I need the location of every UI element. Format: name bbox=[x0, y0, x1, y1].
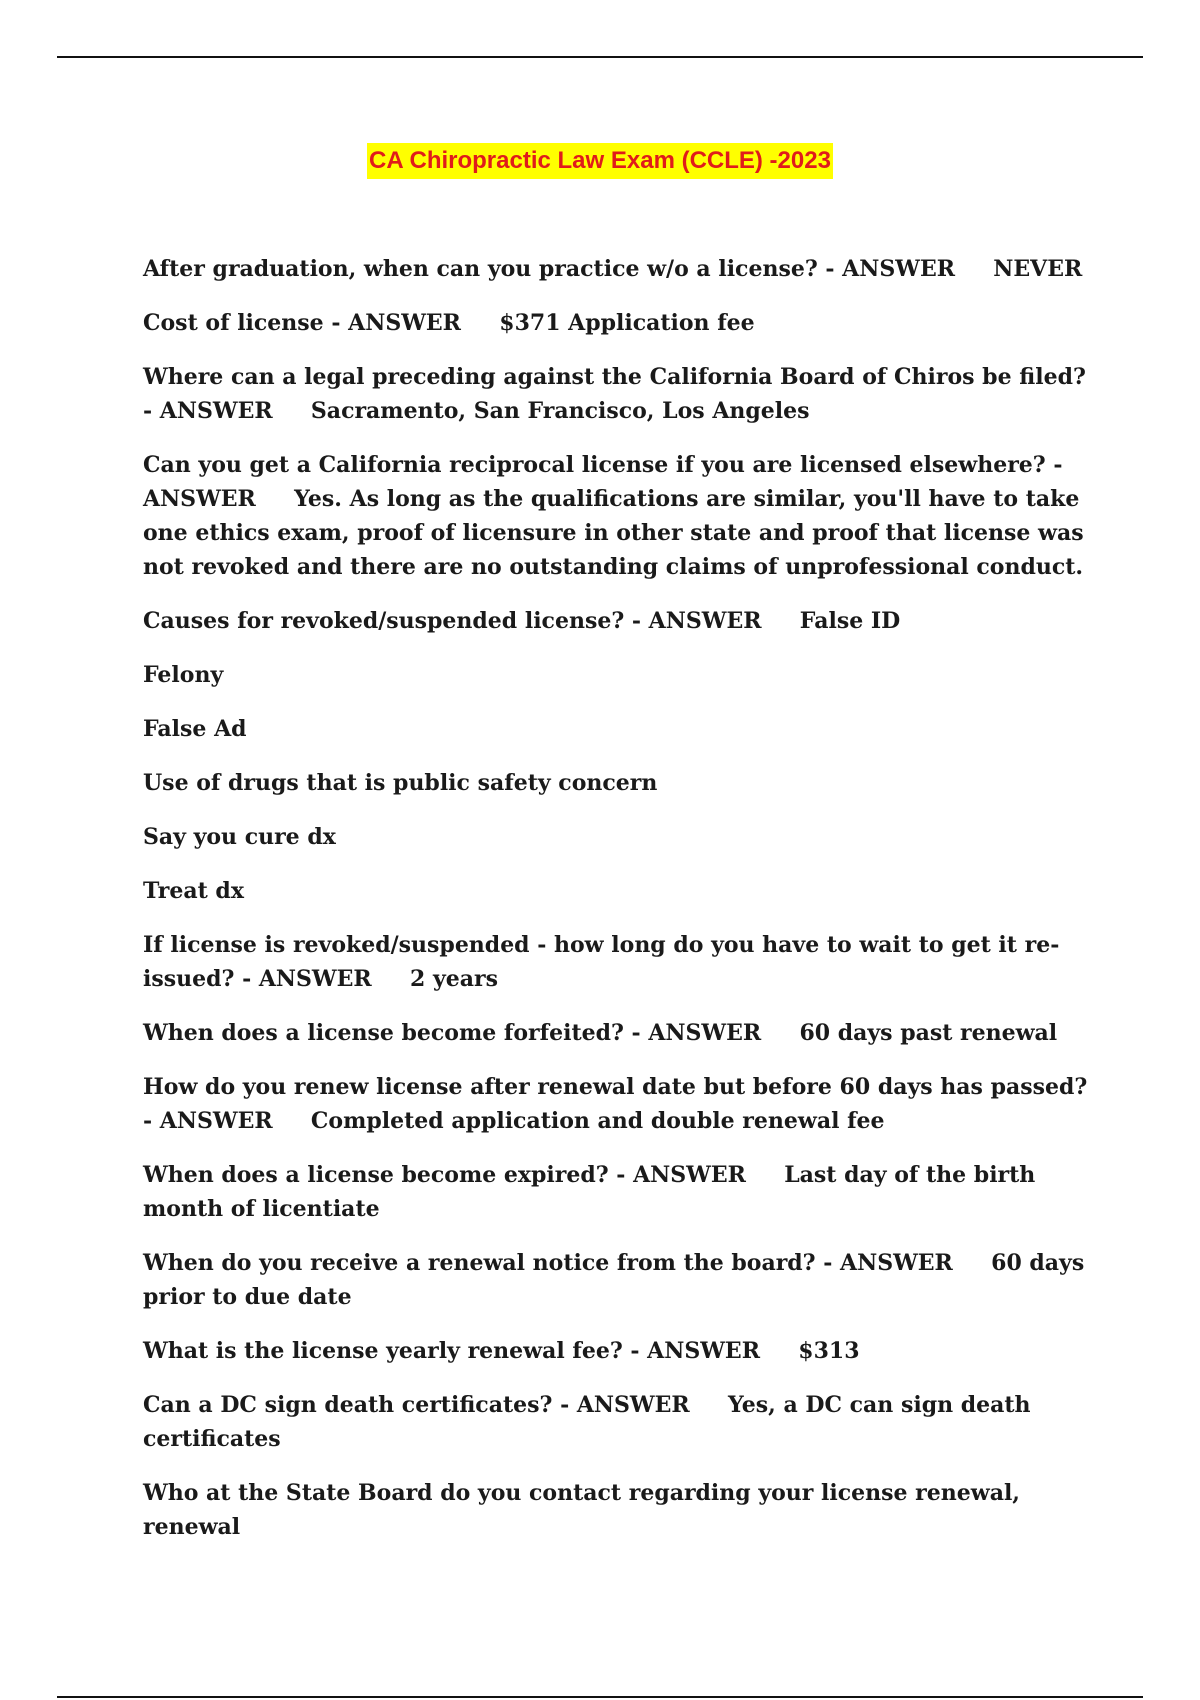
answer-label: ANSWER bbox=[647, 1338, 760, 1364]
answer-label: ANSWER bbox=[648, 1020, 762, 1046]
qa-item bbox=[143, 1476, 1093, 1544]
qa-item: Can a DC sign death certificates? - ANSWER Yes, a DC can sign death certificates bbox=[143, 1392, 1031, 1452]
answer-text: 60 days past renewal bbox=[799, 1020, 1058, 1046]
list-text: Say you cure dx bbox=[143, 824, 336, 850]
qa-item: How do you renew license after renewal date but before 60 days has passed? - ANSWER Completed application and double renewal fee bbox=[143, 1074, 1088, 1134]
qa-item: After graduation, when can you practice w/o a license? - ANSWER NEVER bbox=[143, 256, 1083, 282]
answer-text: $313 bbox=[798, 1338, 860, 1364]
question-text: Where can a legal preceding against the California Board of Chiros be filed? bbox=[143, 364, 1086, 390]
top-rule bbox=[57, 56, 1143, 58]
bottom-rule bbox=[57, 1696, 1143, 1698]
answer-label: ANSWER bbox=[348, 310, 461, 336]
answer-label: ANSWER bbox=[159, 1108, 273, 1134]
qa-item bbox=[143, 712, 1093, 746]
question-text: When does a license become forfeited? bbox=[143, 1020, 624, 1046]
qa-item bbox=[143, 766, 1093, 800]
qa-item: When do you receive a renewal notice from the board? - ANSWER 60 days prior to due date bbox=[143, 1250, 1085, 1310]
list-text: Felony bbox=[143, 662, 224, 688]
question-text: What is the license yearly renewal fee? bbox=[143, 1338, 623, 1364]
question-text: After graduation, when can you practice w/o a license? bbox=[143, 256, 818, 282]
answer-text: 60 days prior to due date bbox=[143, 1250, 1085, 1310]
list-text: Who at the State Board do you contact regarding your license renewal, renewal bbox=[143, 1480, 1020, 1540]
qa-item bbox=[143, 658, 1093, 692]
qa-item: Can you get a California reciprocal license if you are licensed elsewhere? - ANSWER Yes. As long as the qualifications are similar, you'll have to take one ethics exam, proof of licensure in other state and proof that license was not revoked and there are no outstanding claims of unprofessional conduct. bbox=[143, 452, 1084, 580]
answer-text: $371 Application fee bbox=[499, 310, 755, 336]
answer-label: ANSWER bbox=[159, 398, 273, 424]
answer-text: Yes, a DC can sign death certificates bbox=[143, 1392, 1031, 1452]
answer-text: False ID bbox=[799, 608, 901, 634]
answer-text: Completed application and double renewal fee bbox=[310, 1108, 885, 1134]
answer-text: Last day of the birth month of licentiate bbox=[143, 1162, 1036, 1222]
qa-list bbox=[143, 252, 1093, 1564]
answer-text: Yes. As long as the qualifications are similar, you'll have to take one ethics exam, proof of licensure in other state and proof that license was not revoked and there are no outstanding claims of unprofessional conduct. bbox=[143, 486, 1084, 580]
qa-item: When does a license become expired? - ANSWER Last day of the birth month of licentiate bbox=[143, 1162, 1036, 1222]
qa-item: Cost of license - ANSWER $371 Application fee bbox=[143, 310, 755, 336]
answer-label: ANSWER bbox=[143, 486, 256, 512]
answer-text: NEVER bbox=[993, 256, 1083, 282]
question-text: Can a DC sign death certificates? bbox=[143, 1392, 553, 1418]
answer-label: ANSWER bbox=[840, 1250, 953, 1276]
question-text: Can you get a California reciprocal license if you are licensed elsewhere? bbox=[143, 452, 1046, 478]
list-text: Use of drugs that is public safety concern bbox=[143, 770, 658, 796]
answer-label: ANSWER bbox=[842, 256, 955, 282]
answer-label: ANSWER bbox=[576, 1392, 690, 1418]
qa-item bbox=[143, 874, 1093, 908]
answer-label: ANSWER bbox=[258, 966, 372, 992]
answer-label: ANSWER bbox=[648, 608, 762, 634]
qa-item: Where can a legal preceding against the California Board of Chiros be filed? - ANSWER Sacramento, San Francisco, Los Angeles bbox=[143, 364, 1086, 424]
qa-item: If license is revoked/suspended - how long do you have to wait to get it re-issued? - ANSWER 2 years bbox=[143, 932, 1060, 992]
qa-item: Causes for revoked/suspended license? - ANSWER False ID bbox=[143, 608, 901, 634]
question-text: Causes for revoked/suspended license? bbox=[143, 608, 625, 634]
list-text: Treat dx bbox=[143, 878, 244, 904]
qa-item: When does a license become forfeited? - ANSWER 60 days past renewal bbox=[143, 1020, 1058, 1046]
answer-text: 2 years bbox=[409, 966, 498, 992]
document-title: CA Chiropractic Law Exam (CCLE) -2023 bbox=[367, 143, 833, 179]
answer-label: ANSWER bbox=[633, 1162, 746, 1188]
question-text: How do you renew license after renewal date but before 60 days has passed? bbox=[143, 1074, 1088, 1100]
question-text: Cost of license bbox=[143, 310, 324, 336]
list-text: False Ad bbox=[143, 716, 247, 742]
answer-text: Sacramento, San Francisco, Los Angeles bbox=[310, 398, 810, 424]
qa-item: What is the license yearly renewal fee? - ANSWER $313 bbox=[143, 1338, 860, 1364]
title-container bbox=[0, 143, 1200, 179]
question-text: When do you receive a renewal notice from the board? bbox=[143, 1250, 816, 1276]
question-text: If license is revoked/suspended - how long do you have to wait to get it re-issued? bbox=[143, 932, 1060, 992]
question-text: When does a license become expired? bbox=[143, 1162, 609, 1188]
qa-item bbox=[143, 820, 1093, 854]
